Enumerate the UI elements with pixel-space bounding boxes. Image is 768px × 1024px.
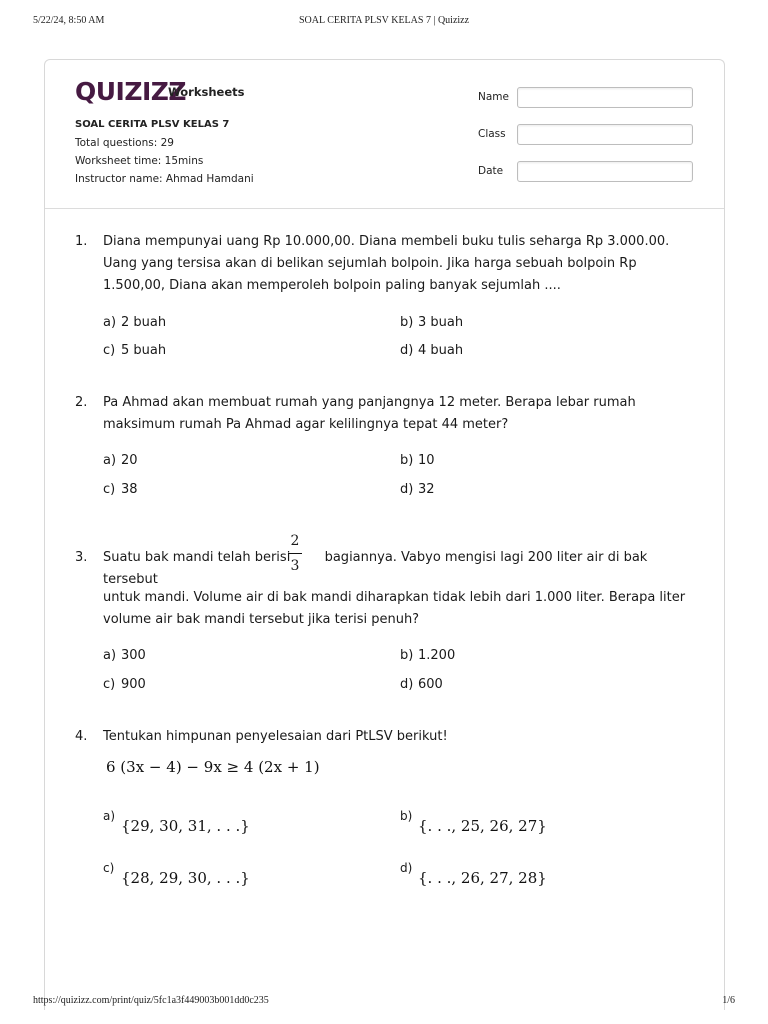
option-b[interactable] — [400, 453, 435, 468]
question-text: Pa Ahmad akan membuat rumah yang panjangnya 12 meter. Berapa lebar rumah maksimum rumah Pa Ahmad agar kelilingnya tepat 44 meter? — [103, 395, 636, 432]
option-text: 900 — [121, 677, 146, 692]
option-letter: c) — [103, 861, 115, 875]
option-text: 1.200 — [418, 648, 456, 663]
class-label: Class — [478, 128, 506, 140]
option-text: 300 — [121, 648, 146, 663]
option-math: {28, 29, 30, . . .} — [121, 869, 250, 887]
option-a[interactable] — [103, 648, 146, 663]
fraction-bar — [288, 553, 302, 554]
option-c[interactable] — [103, 482, 138, 497]
option-c[interactable] — [103, 343, 166, 358]
option-math: {. . ., 26, 27, 28} — [418, 869, 547, 887]
worksheet-header — [45, 60, 724, 209]
option-letter: d) — [400, 482, 414, 497]
print-url: https://quizizz.com/print/quiz/5fc1a3f449003b001dd0c235 — [33, 995, 269, 1006]
option-b[interactable] — [400, 315, 463, 330]
option-letter: c) — [103, 343, 116, 358]
question-text-after: bagiannya. Vabyo mengisi lagi 200 liter air di bak tersebut — [103, 550, 648, 587]
option-text: 10 — [418, 453, 435, 468]
option-letter: d) — [400, 343, 414, 358]
option-text: 2 buah — [121, 315, 167, 330]
option-text: 38 — [121, 482, 138, 497]
question-number: 3. — [75, 550, 88, 565]
fraction — [288, 530, 302, 577]
worksheet-time: Worksheet time: 15mins — [75, 155, 204, 167]
fraction-numerator: 2 — [290, 533, 300, 549]
math-expression: 6 (3x − 4) − 9x ≥ 4 (2x + 1) — [106, 758, 320, 776]
option-letter: a) — [103, 453, 117, 468]
instructor-name: Instructor name: Ahmad Hamdani — [75, 173, 254, 185]
option-b[interactable] — [400, 809, 547, 835]
option-letter: b) — [400, 648, 414, 663]
class-field[interactable] — [517, 124, 693, 145]
option-b[interactable] — [400, 648, 455, 663]
option-letter: b) — [400, 315, 414, 330]
date-label: Date — [478, 165, 504, 177]
quizizz-logo: QUIZIZZ — [75, 77, 187, 106]
question-number: 2. — [75, 395, 88, 410]
worksheet-title: SOAL CERITA PLSV KELAS 7 — [75, 119, 230, 130]
option-letter: a) — [103, 648, 117, 663]
option-letter: d) — [400, 861, 413, 875]
option-text: 3 buah — [418, 315, 464, 330]
option-c[interactable] — [103, 677, 146, 692]
question-number: 1. — [75, 234, 88, 249]
print-page-number: 1/6 — [722, 995, 735, 1006]
option-c[interactable] — [103, 861, 250, 887]
question-text: Diana mempunyai uang Rp 10.000,00. Diana membeli buku tulis seharga Rp 3.000.00. Uang yang tersisa akan di belikan sejumlah bolpoin. Jika harga sebuah bolpoin Rp 1.500,00, Diana akan memperoleh bolpoin paling banyak sejumlah .... — [103, 234, 670, 293]
question-text-before: Suatu bak mandi telah berisi — [103, 550, 291, 565]
question-text: untuk mandi. Volume air di bak mandi diharapkan tidak lebih dari 1.000 liter. Berapa liter volume air bak mandi tersebut jika terisi penuh? — [103, 590, 686, 627]
option-d[interactable] — [400, 861, 547, 887]
option-letter: a) — [103, 809, 116, 823]
name-label: Name — [478, 91, 509, 103]
option-a[interactable] — [103, 453, 138, 468]
name-field[interactable] — [517, 87, 693, 108]
option-d[interactable] — [400, 677, 443, 692]
question-text: Tentukan himpunan penyelesaian dari PtLSV berikut! — [103, 729, 448, 744]
option-letter: b) — [400, 453, 414, 468]
option-d[interactable] — [400, 343, 463, 358]
option-text: 600 — [418, 677, 443, 692]
option-math: {. . ., 25, 26, 27} — [418, 817, 547, 835]
option-letter: a) — [103, 315, 117, 330]
worksheet-card — [44, 59, 725, 1010]
date-field[interactable] — [517, 161, 693, 182]
logo-subtitle: Worksheets — [168, 85, 245, 99]
option-text: 4 buah — [418, 343, 464, 358]
option-letter: c) — [103, 482, 116, 497]
option-letter: b) — [400, 809, 413, 823]
question-number: 4. — [75, 729, 88, 744]
option-text: 32 — [418, 482, 435, 497]
question-text-line1 — [103, 547, 693, 591]
fraction-denominator: 3 — [290, 558, 300, 574]
option-a[interactable] — [103, 809, 250, 835]
print-page-title: SOAL CERITA PLSV KELAS 7 | Quizizz — [298, 15, 470, 26]
print-datetime: 5/22/24, 8:50 AM — [33, 15, 105, 26]
option-letter: c) — [103, 677, 116, 692]
option-letter: d) — [400, 677, 414, 692]
option-text: 5 buah — [121, 343, 167, 358]
total-questions: Total questions: 29 — [75, 137, 174, 149]
option-d[interactable] — [400, 482, 435, 497]
option-math: {29, 30, 31, . . .} — [121, 817, 250, 835]
option-text: 20 — [121, 453, 138, 468]
option-a[interactable] — [103, 315, 166, 330]
